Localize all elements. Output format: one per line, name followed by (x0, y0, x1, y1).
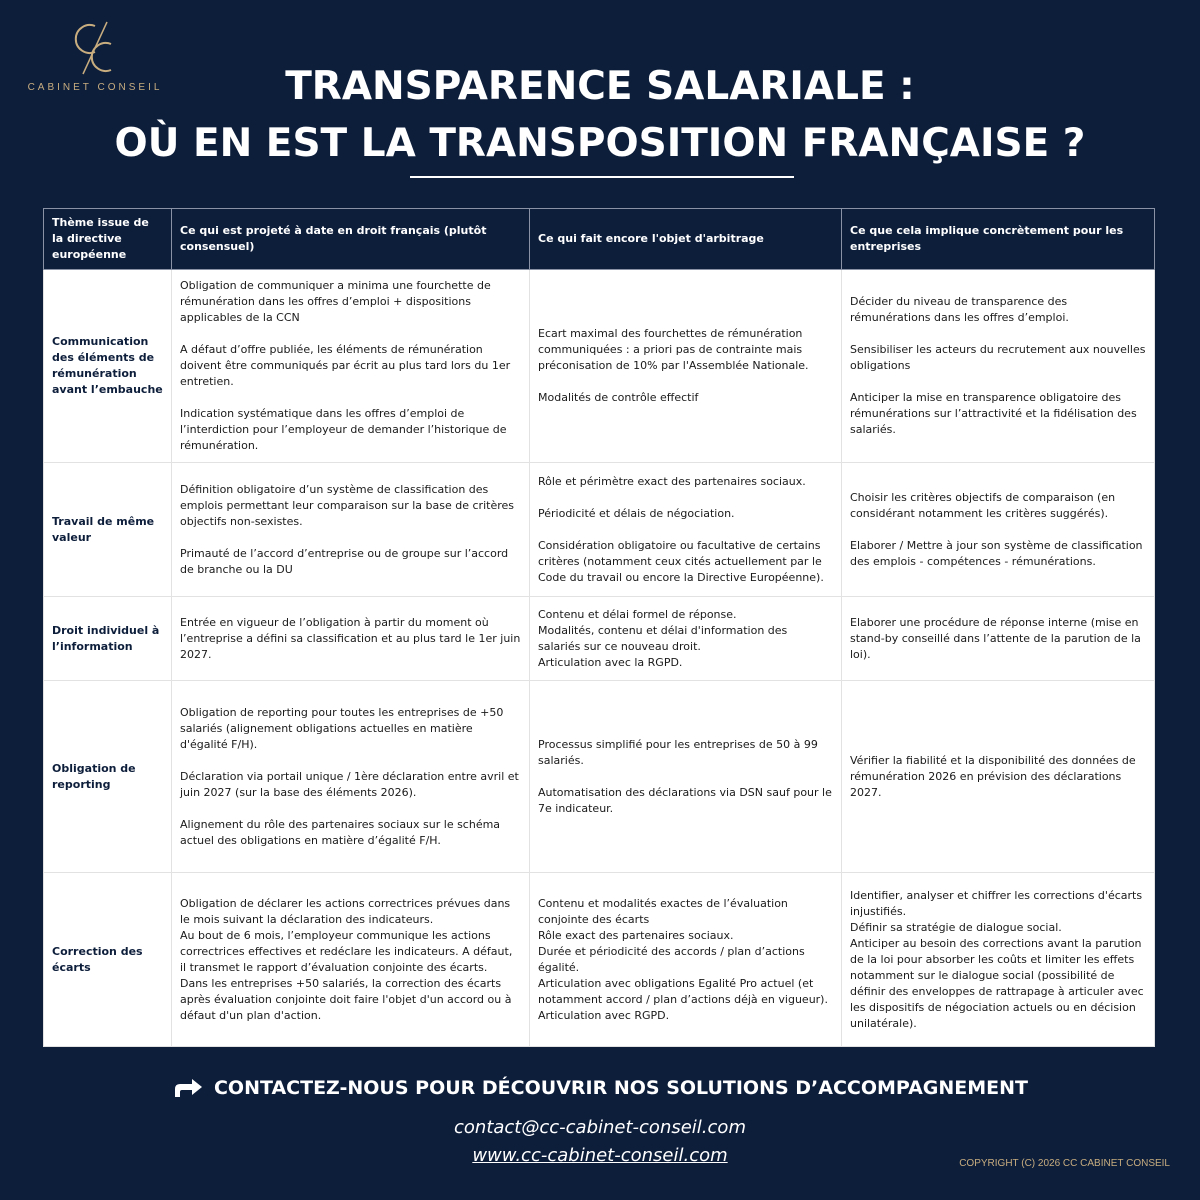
row-theme: Communication des éléments de rémunération avant l’embauche (44, 270, 172, 463)
row-arbitration: Processus simplifié pour les entreprises de 50 à 99 salariés. Automatisation des déclarations via DSN sauf pour le 7e indicateur. (530, 681, 842, 873)
row-theme: Correction des écarts (44, 873, 172, 1047)
cta-banner (0, 1076, 1200, 1104)
row-implications: Vérifier la fiabilité et la disponibilité des données de rémunération 2026 en prévision des déclarations 2027. (842, 681, 1155, 873)
row-arbitration: Rôle et périmètre exact des partenaires sociaux. Périodicité et délais de négociation. Considération obligatoire ou facultative de certains critères (notamment ceux cités actuellement par le Code du travail ou encore la Directive Européenne). (530, 463, 842, 597)
row-projected: Obligation de communiquer a minima une fourchette de rémunération dans les offres d’emploi + dispositions applicables de la CCN A défaut d’offre publiée, les éléments de rémunération doivent être communiqués par écrit au plus tard lors du 1er entretien. Indication systématique dans les offres d’emploi de l’interdiction pour l’employeur de demander l’historique de rémunération. (172, 270, 530, 463)
row-projected: Obligation de déclarer les actions correctrices prévues dans le mois suivant la déclaration des indicateurs. Au bout de 6 mois, l’employeur communique les actions correctrices effectives et redéclare les indicateurs. A défaut, il transmet le rapport d’évaluation conjointe des écarts. Dans les entreprises +50 salariés, la correction des écarts après évaluation conjointe doit faire l'objet d'un accord ou à défaut d'un plan d'action. (172, 873, 530, 1047)
row-theme: Travail de même valeur (44, 463, 172, 597)
row-projected: Définition obligatoire d’un système de classification des emplois permettant leur comparaison sur la base de critères objectifs non-sexistes. Primauté de l’accord d’entreprise ou de groupe sur l’accord de branche ou la DU (172, 463, 530, 597)
row-arbitration: Contenu et délai formel de réponse. Modalités, contenu et délai d'information des salariés sur ce nouveau droit. Articulation avec la RGPD. (530, 597, 842, 681)
table-row (44, 681, 1155, 873)
contact-email[interactable]: contact@cc-cabinet-conseil.com (454, 1117, 746, 1138)
cta-line (172, 1076, 1028, 1100)
row-implications: Choisir les critères objectifs de comparaison (en considérant notamment les critères suggérés). Elaborer / Mettre à jour son système de classification des emplois - compétences - rémunérations. (842, 463, 1155, 597)
header-arbitration: Ce qui fait encore l'objet d'arbitrage (530, 209, 842, 270)
row-projected: Obligation de reporting pour toutes les entreprises de +50 salariés (alignement obligations actuelles en matière d'égalité F/H). Déclaration via portail unique / 1ère déclaration entre avril et juin 2027 (sur la base des éléments 2026). Alignement du rôle des partenaires sociaux sur le schéma actuel des obligations en matière d’égalité F/H. (172, 681, 530, 873)
contact-website-link[interactable]: www.cc-cabinet-conseil.com (472, 1145, 728, 1166)
table-row (44, 270, 1155, 463)
title-line-1: TRANSPARENCE SALARIALE : (285, 64, 915, 109)
row-implications: Identifier, analyser et chiffrer les corrections d'écarts injustifiés. Définir sa stratégie de dialogue social. Anticiper au besoin des corrections avant la parution de la loi pour absorber les coûts et limiter les effets notamment sur le dialogue social (possibilité de définir des enveloppes de rattrapage à articuler avec les dispositifs de négociation actuels ou en décision unilatérale). (842, 873, 1155, 1047)
table-row (44, 873, 1155, 1047)
row-theme: Droit individuel à l’information (44, 597, 172, 681)
page-title (0, 58, 1200, 172)
comparison-table (43, 208, 1155, 1047)
row-implications: Elaborer une procédure de réponse interne (mise en stand-by conseillé dans l’attente de la parution de la loi). (842, 597, 1155, 681)
brand-name: CABINET CONSEIL (27, 82, 163, 93)
table-row (44, 463, 1155, 597)
title-divider (410, 176, 794, 178)
row-arbitration: Ecart maximal des fourchettes de rémunération communiquées : a priori pas de contrainte mais préconisation de 10% par l'Assemblée Nationale. Modalités de contrôle effectif (530, 270, 842, 463)
header-implications: Ce que cela implique concrètement pour les entreprises (842, 209, 1155, 270)
row-arbitration: Contenu et modalités exactes de l’évaluation conjointe des écarts Rôle exact des partenaires sociaux. Durée et périodicité des accords / plan d’actions égalité. Articulation avec obligations Egalité Pro actuel (et notamment accord / plan d’actions déjà en vigueur). Articulation avec RGPD. (530, 873, 842, 1047)
copyright-notice: COPYRIGHT (C) 2026 CC CABINET CONSEIL (959, 1158, 1170, 1169)
header-theme: Thème issue de la directive européenne (44, 209, 172, 270)
row-theme: Obligation de reporting (44, 681, 172, 873)
row-projected: Entrée en vigueur de l’obligation à partir du moment où l’entreprise a défini sa classification et au plus tard le 1er juin 2027. (172, 597, 530, 681)
table-header-row (44, 209, 1155, 270)
table-row (44, 597, 1155, 681)
arrow-share-icon (172, 1076, 204, 1100)
header-projected: Ce qui est projeté à date en droit français (plutôt consensuel) (172, 209, 530, 270)
title-line-2: OÙ EN EST LA TRANSPOSITION FRANÇAISE ? (114, 121, 1086, 166)
cta-text: CONTACTEZ-NOUS POUR DÉCOUVRIR NOS SOLUTIONS D’ACCOMPAGNEMENT (213, 1077, 1029, 1099)
row-implications: Décider du niveau de transparence des rémunérations dans les offres d’emploi. Sensibiliser les acteurs du recrutement aux nouvelles obligations Anticiper la mise en transparence obligatoire des rémunérations sur l’attractivité et la fidélisation des salariés. (842, 270, 1155, 463)
